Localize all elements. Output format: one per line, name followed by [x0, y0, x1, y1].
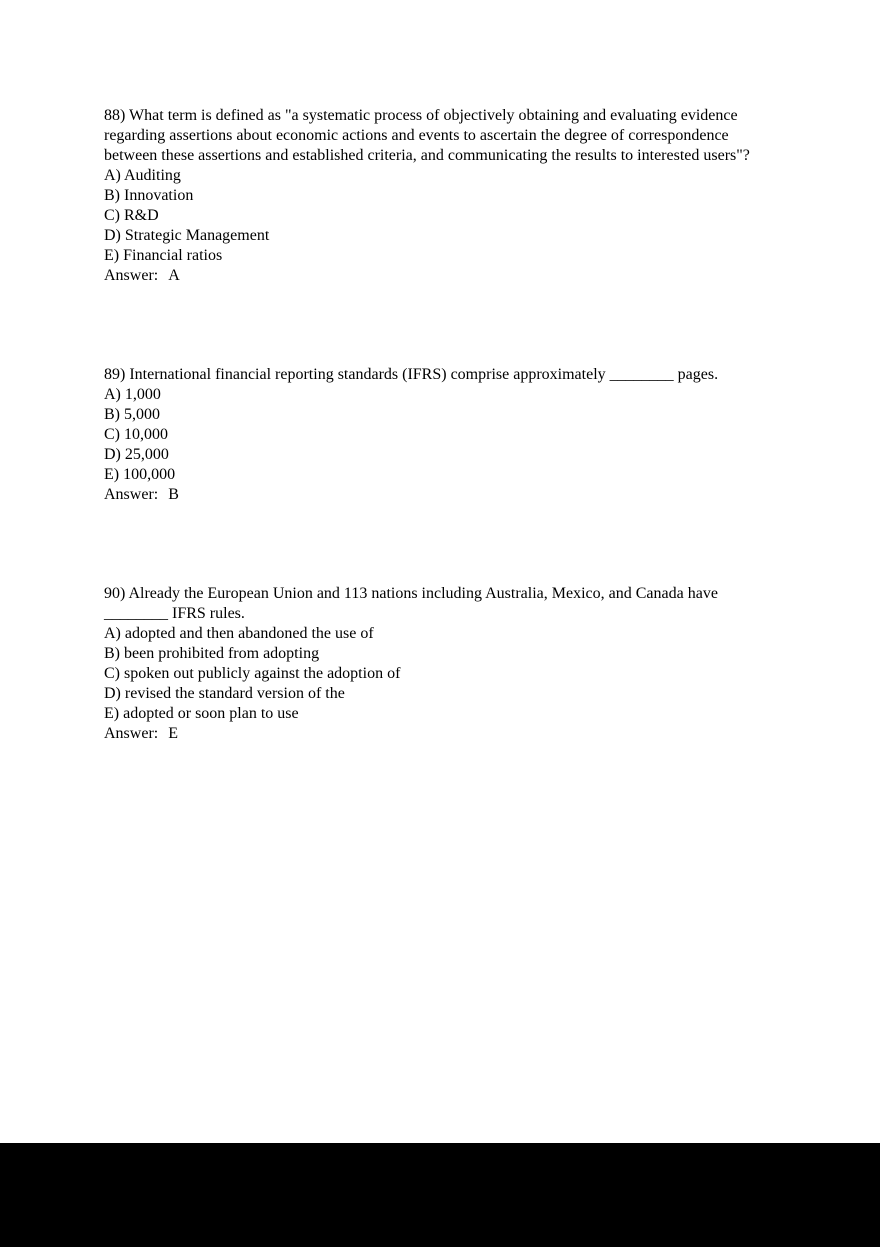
answer-label: Answer: [104, 267, 159, 284]
option-d: D) Strategic Management [104, 227, 270, 244]
document-page [104, 106, 778, 744]
question-block-88 [104, 106, 778, 286]
answer-value: E [168, 725, 178, 742]
answer-line [104, 724, 778, 744]
option-a: A) adopted and then abandoned the use of [104, 625, 374, 642]
page-bottom-black-bar [0, 1143, 880, 1247]
option-c: C) 10,000 [104, 426, 168, 443]
answer-value: A [168, 267, 180, 284]
option-e: E) adopted or soon plan to use [104, 705, 299, 722]
question-text: 89) International financial reporting standards (IFRS) comprise approximately ________ pages. [104, 366, 719, 383]
answer-value: B [168, 486, 179, 503]
option-d: D) 25,000 [104, 446, 169, 463]
question-block-90 [104, 584, 778, 744]
answer-line [104, 266, 778, 286]
answer-line [104, 485, 778, 505]
answer-label: Answer: [104, 486, 159, 503]
option-b: B) Innovation [104, 187, 194, 204]
option-e: E) Financial ratios [104, 247, 223, 264]
option-b: B) 5,000 [104, 406, 160, 423]
answer-label: Answer: [104, 725, 159, 742]
option-a: A) 1,000 [104, 386, 161, 403]
option-e: E) 100,000 [104, 466, 176, 483]
option-c: C) spoken out publicly against the adoption of [104, 665, 401, 682]
option-c: C) R&D [104, 207, 159, 224]
question-block-89 [104, 365, 778, 505]
option-b: B) been prohibited from adopting [104, 645, 320, 662]
option-a: A) Auditing [104, 167, 181, 184]
question-text: 88) What term is defined as "a systematic process of objectively obtaining and evaluating evidence regarding assertions about economic actions and events to ascertain the degree of correspondence between these assertions and established criteria, and communicating the results to interested users"? [104, 107, 750, 164]
option-d: D) revised the standard version of the [104, 685, 345, 702]
question-text: 90) Already the European Union and 113 nations including Australia, Mexico, and Canada have ________ IFRS rules. [104, 585, 718, 622]
